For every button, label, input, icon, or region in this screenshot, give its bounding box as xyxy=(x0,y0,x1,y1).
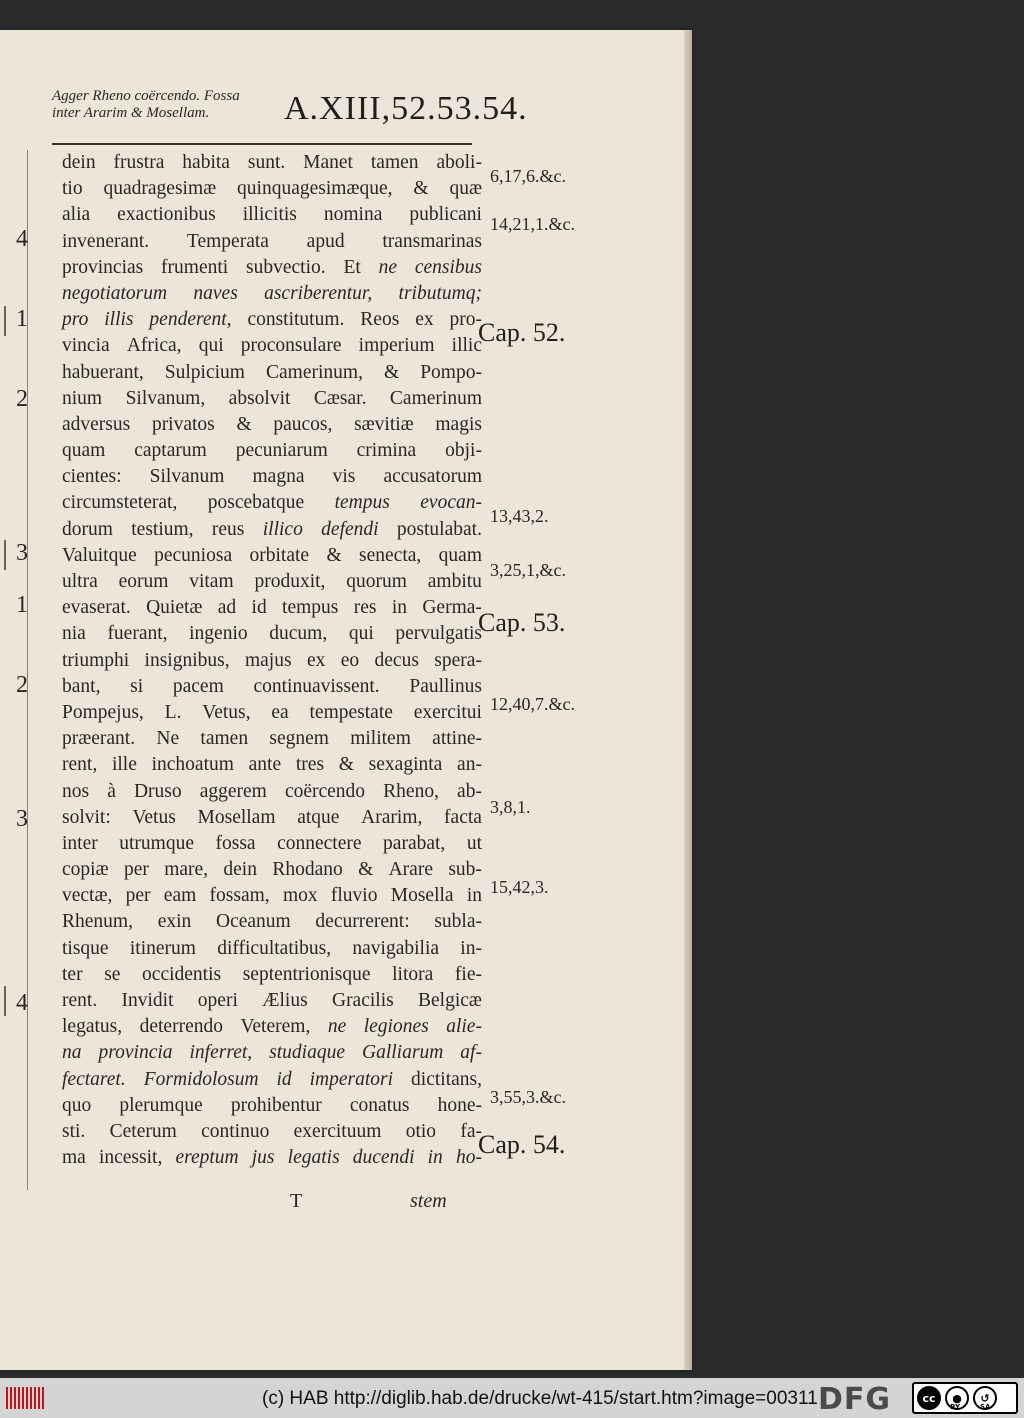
running-head-left xyxy=(52,88,282,122)
text-line: evaserat. Quietæ ad id tempus res in Germa- xyxy=(62,597,482,619)
cc-sa-icon: ↺ xyxy=(973,1386,997,1410)
chapter-mark: Cap. 54. xyxy=(478,1130,566,1159)
text-line: solvit: Vetus Mosellam atque Ararim, facta xyxy=(62,806,482,828)
section-number: 1 xyxy=(16,592,28,618)
section-number: 3 xyxy=(16,806,28,832)
footer-copyright-link[interactable]: (c) HAB http://diglib.hab.de/drucke/wt-415/start.htm?image=00311 xyxy=(262,1388,818,1409)
text-line: ter se occidentis septentrionisque litora fie- xyxy=(62,963,482,985)
margin-note: 3,25,1,&c. xyxy=(490,560,566,580)
running-head-reference: A.XIII,52.53.54. xyxy=(284,90,528,127)
text-line: tio quadragesimæ quinquagesimæque, & quæ xyxy=(62,178,482,200)
cc-sa-label: SA xyxy=(980,1403,991,1411)
text-line: nia fuerant, ingenio ducum, qui pervulgatis xyxy=(62,623,482,645)
text-line: sti. Ceterum continuo exercituum otio fa- xyxy=(62,1120,482,1142)
dfg-logo[interactable]: DFG xyxy=(818,1382,892,1417)
text-line: ultra eorum vitam produxit, quorum ambitu xyxy=(62,571,482,592)
text-line: dein frustra habita sunt. Manet tamen aboli- xyxy=(62,152,482,173)
text-line: invenerant. Temperata apud transmarinas xyxy=(62,230,482,252)
chapter-mark: Cap. 52. xyxy=(478,318,566,347)
margin-note: 3,8,1. xyxy=(490,797,531,817)
text-line: bant, si pacem continuavissent. Paullinus xyxy=(62,675,482,697)
margin-mark xyxy=(4,306,6,336)
main-text xyxy=(62,150,482,1171)
text-line: rent, ille inchoatum ante tres & sexaginta an- xyxy=(62,754,482,776)
text-line: inter utrumque fossa connectere parabat, ut xyxy=(62,832,482,854)
text-line: habuerant, Sulpicium Camerinum, & Pompo- xyxy=(62,361,482,383)
text-line: triumphi insignibus, majus ex eo decus spera- xyxy=(62,649,482,671)
cc-icon: cc xyxy=(917,1386,941,1410)
text-line: nium Silvanum, absolvit Cæsar. Camerinum xyxy=(62,387,482,409)
text-line: Pompejus, L. Vetus, ea tempestate exercitui xyxy=(62,701,482,723)
hab-logo-icon xyxy=(6,1385,48,1411)
running-head-line-1: Agger Rheno coërcendo. Fossa xyxy=(52,88,240,104)
section-number: 4 xyxy=(16,990,28,1016)
margin-note: 15,42,3. xyxy=(490,877,549,897)
margin-mark xyxy=(4,986,6,1016)
text-line: fectaret. Formidolosum id imperatori dictitans, xyxy=(62,1068,482,1090)
text-line: alia exactionibus illicitis nomina publicani xyxy=(62,204,482,226)
text-line: Valuitque pecuniosa orbitate & senecta, quam xyxy=(62,544,482,566)
text-line: rent. Invidit operi Ælius Gracilis Belgicæ xyxy=(62,990,482,1011)
section-number: 2 xyxy=(16,386,28,412)
margin-note: 14,21,1.&c. xyxy=(490,214,575,234)
text-line: ma incessit, ereptum jus legatis ducendi in ho- xyxy=(62,1147,482,1169)
text-line: præerant. Ne tamen segnem militem attine- xyxy=(62,728,482,750)
viewer-footer xyxy=(0,1378,1024,1418)
cc-by-label: BY xyxy=(950,1403,961,1411)
margin-note: 3,55,3.&c. xyxy=(490,1087,566,1107)
text-line: vectæ, per eam fossam, mox fluvio Mosella in xyxy=(62,885,482,907)
text-line: provincias frumenti subvectio. Et ne censibus xyxy=(62,256,482,278)
text-line: nos à Druso aggerem coërcendo Rheno, ab- xyxy=(62,780,482,802)
margin-note: 6,17,6.&c. xyxy=(490,166,566,186)
text-line: quo plerumque prohibentur conatus hone- xyxy=(62,1094,482,1116)
running-head-line-2: inter Ararim & Mosellam. xyxy=(52,105,210,121)
margin-note: 12,40,7.&c. xyxy=(490,694,575,714)
margin-note: 13,43,2. xyxy=(490,506,549,526)
text-line: adversus privatos & paucos, sævitiæ magis xyxy=(62,413,482,435)
text-line: Rhenum, exin Oceanum decurrerent: subla- xyxy=(62,911,482,933)
cc-by-icon: ● xyxy=(945,1386,969,1410)
text-line: vincia Africa, qui proconsulare imperium illic xyxy=(62,335,482,357)
text-line: legatus, deterrendo Veterem, ne legiones alie- xyxy=(62,1016,482,1038)
section-number: 3 xyxy=(16,540,28,566)
signature-mark: T xyxy=(290,1190,303,1212)
text-line: copiæ per mare, dein Rhodano & Arare sub- xyxy=(62,859,482,881)
text-line: dorum testium, reus illico defendi postulabat. xyxy=(62,518,482,540)
header-rule xyxy=(52,143,472,145)
text-line: cientes: Silvanum magna vis accusatorum xyxy=(62,466,482,488)
text-line: negotiatorum naves ascriberentur, tributumq; xyxy=(62,282,482,304)
section-number: 1 xyxy=(16,306,28,332)
text-line: na provincia inferret, studiaque Galliarum af- xyxy=(62,1042,482,1064)
cc-license-badge[interactable] xyxy=(912,1382,1018,1414)
chapter-mark: Cap. 53. xyxy=(478,608,566,637)
page-edge xyxy=(684,30,692,1370)
margin-mark xyxy=(4,540,6,570)
section-number: 2 xyxy=(16,672,28,698)
text-line: tisque itinerum difficultatibus, navigabilia in- xyxy=(62,937,482,959)
text-line: circumsteterat, poscebatque tempus evocan- xyxy=(62,492,482,514)
catchword: stem xyxy=(410,1190,447,1212)
text-line: quam captarum pecuniarum crimina obji- xyxy=(62,440,482,462)
section-number: 4 xyxy=(16,226,28,252)
text-line: pro illis penderent, constitutum. Reos ex pro- xyxy=(62,309,482,331)
